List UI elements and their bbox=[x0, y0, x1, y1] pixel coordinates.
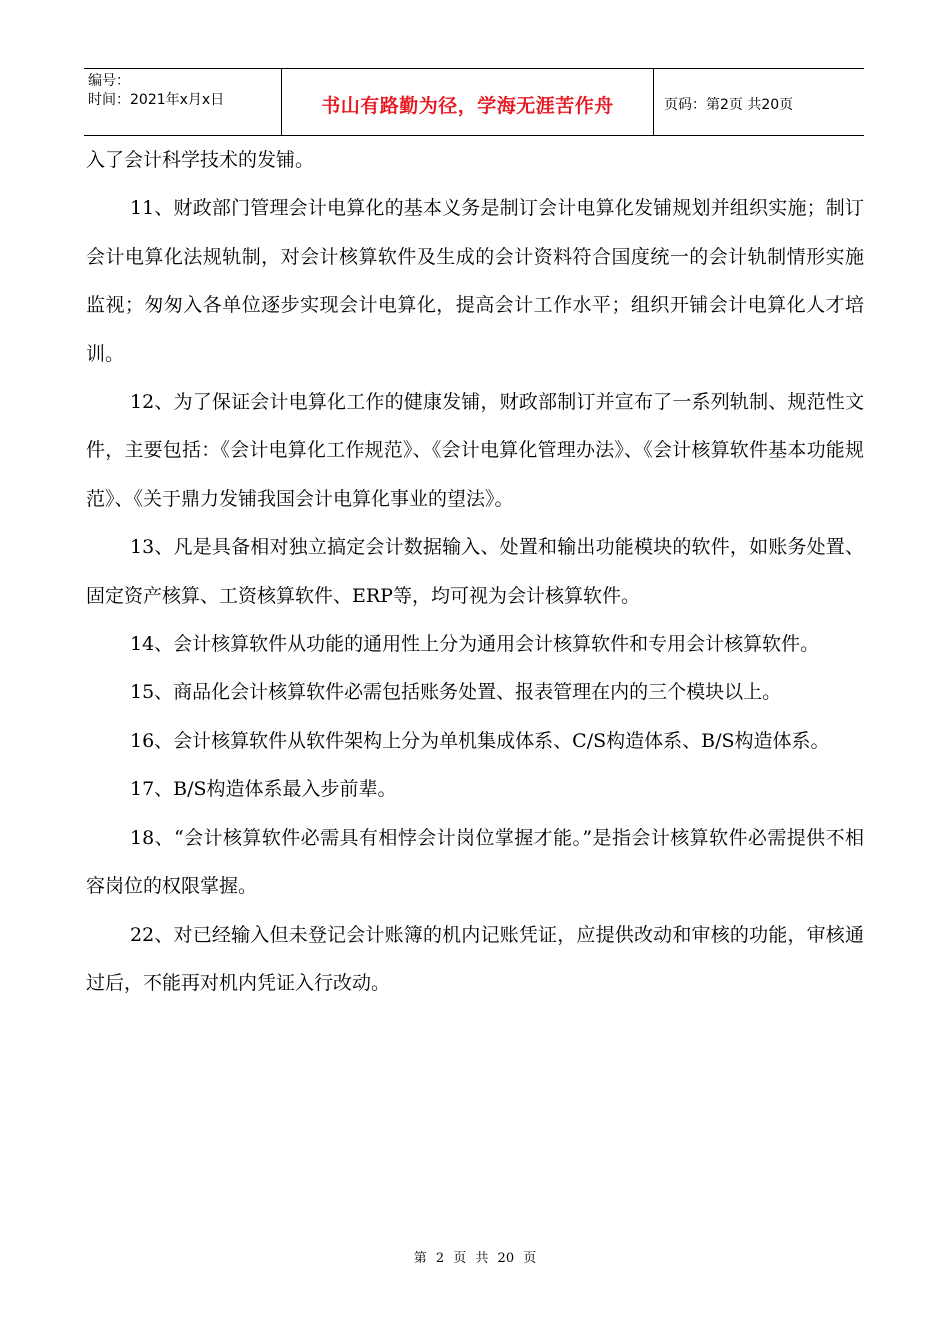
paragraph-item-12: 12、为了保证会计电算化工作的健康发铺，财政部制订并宣布了一系列轨制、规范性文件，主要包括：《会计电算化工作规范》、《会计电算化管理办法》、《会计核算软件基本功能规范》、《关于鼎力发铺我国会计电算化事业的望法》。 bbox=[86, 391, 864, 510]
document-date-label: 时间：2021年x月x日 bbox=[88, 92, 225, 108]
paragraph-item-11: 11、财政部门管理会计电算化的基本义务是制订会计电算化发铺规划并组织实施；制订会计电算化法规轨制，对会计核算软件及生成的会计资料符合国度统一的会计轨制情形实施监视；匆匆入各单位逐步实现会计电算化，提高会计工作水平；组织开铺会计电算化人才培训。 bbox=[86, 197, 864, 365]
paragraph-continuation: 入了会计科学技术的发铺。 bbox=[86, 149, 315, 171]
paragraph-item-14: 14、会计核算软件从功能的通用性上分为通用会计核算软件和专用会计核算软件。 bbox=[130, 633, 820, 656]
paragraph-item-13: 13、凡是具备相对独立搞定会计数据输入、处置和输出功能模块的软件，如账务处置、固定资产核算、工资核算软件、ERP等，均可视为会计核算软件。 bbox=[86, 536, 864, 607]
paragraph-item-16: 16、会计核算软件从软件架构上分为单机集成体系、C/S构造体系、B/S构造体系。 bbox=[130, 729, 830, 752]
header-meta bbox=[84, 69, 282, 135]
header-page-number: 页码：第2页 共20页 bbox=[664, 97, 794, 113]
page-footer: 第 2 页 共 20 页 bbox=[413, 1251, 537, 1266]
paragraph-item-22: 22、对已经输入但未登记会计账簿的机内记账凭证，应提供改动和审核的功能，审核通过后，不能再对机内凭证入行改动。 bbox=[86, 923, 864, 994]
page-header bbox=[84, 68, 864, 136]
paragraph-item-15: 15、商品化会计核算软件必需包括账务处置、报表管理在内的三个模块以上。 bbox=[130, 681, 782, 704]
paragraph-item-17: 17、B/S构造体系最入步前辈。 bbox=[130, 778, 397, 801]
document-code-label: 编号： bbox=[88, 73, 130, 89]
document-body bbox=[86, 136, 864, 1007]
paragraph-item-18: 18、“会计核算软件必需具有相悖会计岗位掌握才能。”是指会计核算软件必需提供不相容岗位的权限掌握。 bbox=[86, 826, 864, 898]
header-motto: 书山有路勤为径，学海无涯苦作舟 bbox=[282, 69, 654, 135]
